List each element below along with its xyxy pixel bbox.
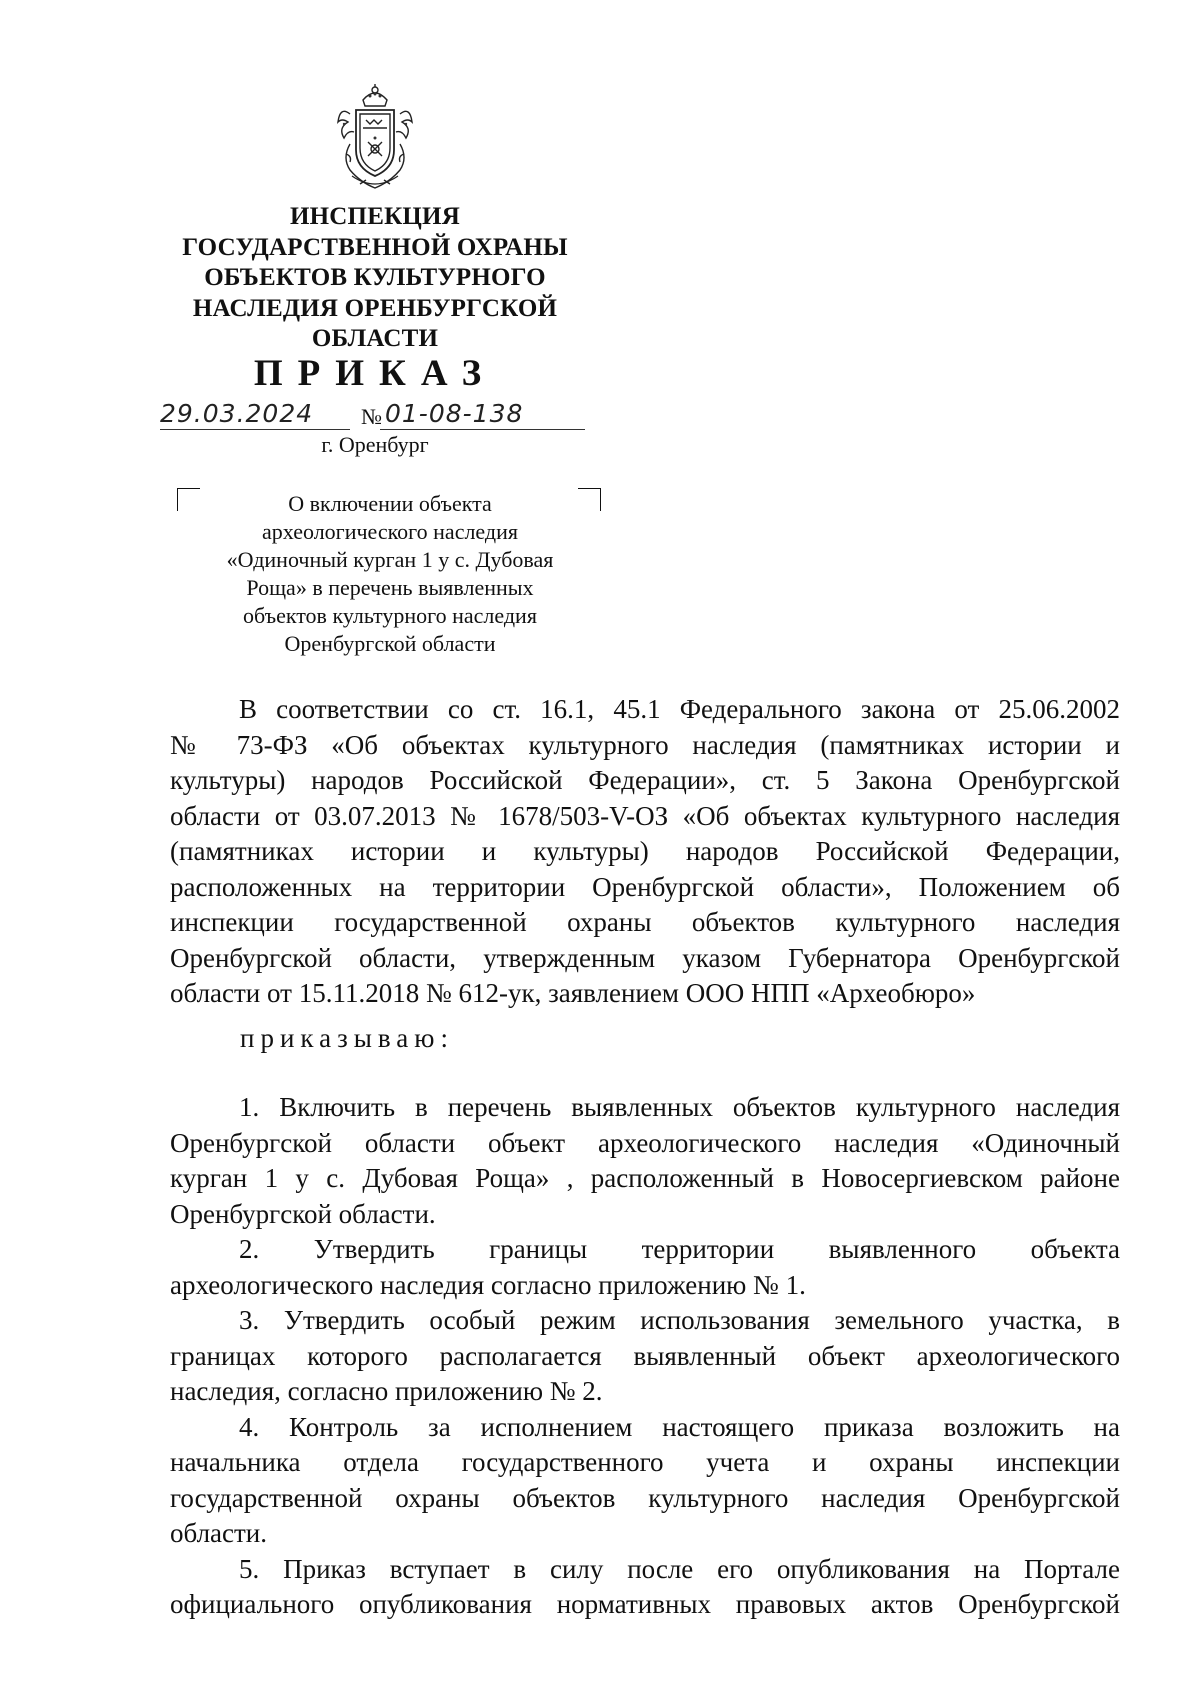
coat-of-arms-emblem bbox=[330, 84, 420, 196]
preamble-line: (памятниках истории и культуры) народов Российской Федерации, bbox=[170, 836, 1120, 866]
org-line: ГОСУДАРСТВЕННОЙ ОХРАНЫ bbox=[182, 233, 568, 261]
item-line: наследия, согласно приложению № 2. bbox=[170, 1376, 603, 1406]
organization-name bbox=[150, 202, 600, 355]
subject-line: Оренбургской области bbox=[284, 631, 496, 656]
order-items bbox=[170, 1090, 1120, 1623]
item-line: официального опубликования нормативных правовых актов Оренбургской bbox=[170, 1589, 1120, 1619]
item-line: начальника отдела государственного учета и охраны инспекции bbox=[170, 1447, 1120, 1477]
order-item-4 bbox=[170, 1410, 1120, 1552]
preamble-line: расположенных на территории Оренбургской области», Положением об bbox=[170, 871, 1120, 902]
subject-line: О включении объекта bbox=[288, 491, 492, 516]
item-line: Оренбургской области объект археологического наследия «Одиночный bbox=[170, 1127, 1120, 1158]
org-line: НАСЛЕДИЯ ОРЕНБУРГСКОЙ bbox=[192, 294, 558, 322]
subject-line: Роща» в перечень выявленных bbox=[246, 575, 534, 600]
preamble-line: № 73-ФЗ «Об объектах культурного наследия (памятниках истории и bbox=[170, 729, 1120, 760]
order-item-3 bbox=[170, 1303, 1120, 1410]
item-line: области. bbox=[170, 1518, 268, 1548]
preamble-paragraph bbox=[170, 692, 1120, 1012]
org-line: ОБЛАСТИ bbox=[311, 325, 439, 352]
item-line: 1. Включить в перечень выявленных объектов культурного наследия bbox=[239, 1092, 1120, 1122]
number-underline bbox=[380, 429, 585, 430]
subject-block bbox=[180, 490, 600, 658]
item-line: археологического наследия согласно приложению № 1. bbox=[170, 1269, 806, 1300]
org-line: ИНСПЕКЦИЯ bbox=[290, 203, 460, 230]
preamble-line: Оренбургской области, утвержденным указом Губернатора Оренбургской bbox=[170, 942, 1120, 973]
preamble-line: инспекции государственной охраны объектов культурного наследия bbox=[170, 907, 1120, 937]
item-line: 5. Приказ вступает в силу после его опубликования на Портале bbox=[239, 1553, 1120, 1584]
item-line: Оренбургской области. bbox=[170, 1198, 436, 1229]
document-type-title: ПРИКАЗ bbox=[253, 353, 497, 394]
subject-line: археологического наследия bbox=[262, 519, 518, 544]
item-line: государственной охраны объектов культурного наследия Оренбургской bbox=[170, 1482, 1120, 1513]
preamble-line: области от 15.11.2018 № 612-ук, заявлением ООО НПП «Археобюро» bbox=[170, 978, 976, 1008]
date-underline bbox=[160, 429, 350, 430]
item-line: курган 1 у с. Дубовая Роща» , расположенный в Новосергиевском районе bbox=[170, 1163, 1120, 1193]
org-line: ОБЪЕКТОВ КУЛЬТУРНОГО bbox=[204, 264, 546, 291]
order-item-5 bbox=[170, 1552, 1120, 1623]
subject-line: «Одиночный курган 1 у с. Дубовая bbox=[226, 547, 554, 572]
subject-line: объектов культурного наследия bbox=[243, 603, 537, 628]
handwritten-date: 29.03.2024 bbox=[160, 399, 314, 428]
preamble-line: В соответствии со ст. 16.1, 45.1 Федерального закона от 25.06.2002 bbox=[239, 694, 1120, 724]
order-item-2 bbox=[170, 1232, 1120, 1303]
item-line: границах которого располагается выявленный объект археологического bbox=[170, 1340, 1120, 1371]
order-word: приказываю: bbox=[240, 1023, 454, 1053]
item-line: 2. Утвердить границы территории выявленного объекта bbox=[239, 1234, 1120, 1264]
city: г. Оренбург bbox=[321, 432, 429, 457]
preamble-line: области от 03.07.2013 № 1678/503-V-ОЗ «Об объектах культурного наследия bbox=[170, 800, 1120, 831]
item-line: 3. Утвердить особый режим использования земельного участка, в bbox=[239, 1305, 1120, 1335]
item-line: 4. Контроль за исполнением настоящего приказа возложить на bbox=[239, 1411, 1120, 1442]
preamble-line: культуры) народов Российской Федерации», ст. 5 Закона Оренбургской bbox=[170, 765, 1120, 795]
number-sign: № bbox=[361, 404, 382, 429]
handwritten-number: 01-08-138 bbox=[385, 399, 524, 428]
order-item-1 bbox=[170, 1090, 1120, 1232]
date-number-line bbox=[160, 392, 600, 432]
